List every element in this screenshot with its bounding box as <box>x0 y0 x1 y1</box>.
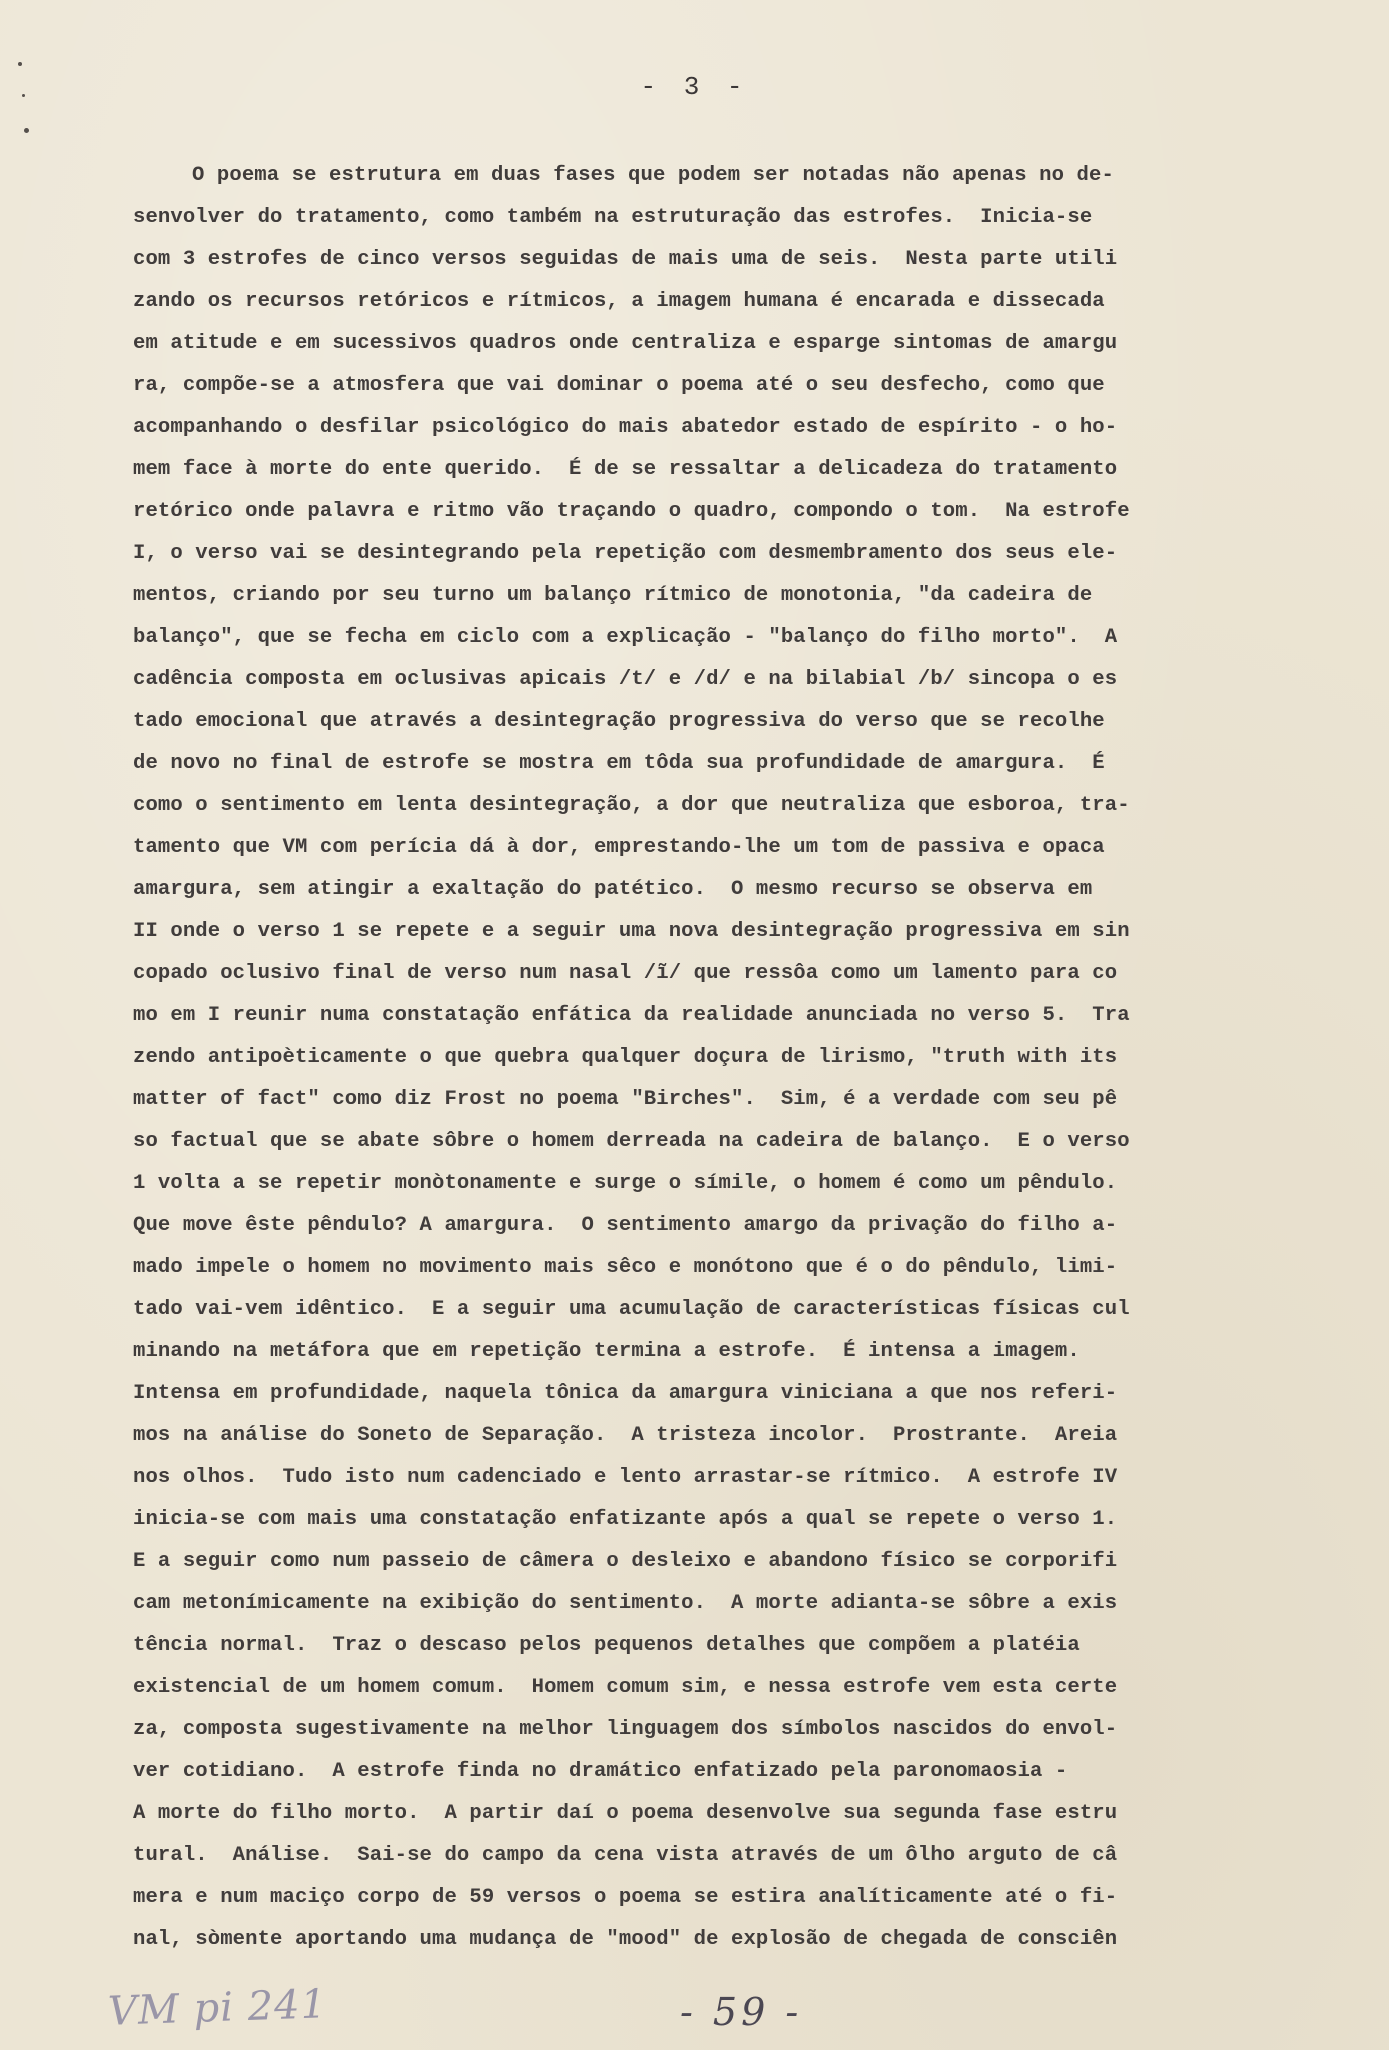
text-line: matter of fact" como diz Frost no poema "Birches". Sim, é a verdade com seu pê <box>133 1088 1118 1111</box>
text-line: E a seguir como num passeio de câmera o desleixo e abandono físico se corporifi <box>133 1550 1118 1573</box>
text-line: retórico onde palavra e ritmo vão traçando o quadro, compondo o tom. Na estrofe <box>133 500 1130 523</box>
text-line: mado impele o homem no movimento mais sêco e monótono que é o do pêndulo, limi- <box>133 1256 1118 1279</box>
text-line: so factual que se abate sôbre o homem derreada na cadeira de balanço. E o verso <box>133 1130 1130 1153</box>
text-line: Intensa em profundidade, naquela tônica da amargura viniciana a que nos referi- <box>133 1382 1118 1405</box>
text-line: nal, sòmente aportando uma mudança de "mood" de explosão de chegada de consciên <box>133 1928 1118 1951</box>
text-line: existencial de um homem comum. Homem comum sim, e nessa estrofe vem esta certe <box>133 1676 1118 1699</box>
text-line: II onde o verso 1 se repete e a seguir uma nova desintegração progressiva em sin <box>133 920 1130 943</box>
text-line: minando na metáfora que em repetição termina a estrofe. É intensa a imagem. <box>133 1340 1080 1363</box>
text-line: zando os recursos retóricos e rítmicos, a imagem humana é encarada e dissecada <box>133 290 1105 313</box>
margin-speck <box>24 128 29 133</box>
text-line: tado vai-vem idêntico. E a seguir uma acumulação de características físicas cul <box>133 1298 1130 1321</box>
text-line: em atitude e em sucessivos quadros onde centraliza e esparge sintomas de amargu <box>133 332 1118 355</box>
handwritten-archive-note: VM pi 241 <box>107 1981 328 2035</box>
text-line: tamento que VM com perícia dá à dor, emprestando-lhe um tom de passiva e opaca <box>133 836 1105 859</box>
text-line: com 3 estrofes de cinco versos seguidas de mais uma de seis. Nesta parte utili <box>133 248 1118 271</box>
text-line: tência normal. Traz o descaso pelos pequenos detalhes que compõem a platéia <box>133 1634 1080 1657</box>
text-line: como o sentimento em lenta desintegração, a dor que neutraliza que esboroa, tra- <box>133 794 1130 817</box>
text-line: mem face à morte do ente querido. É de se ressaltar a delicadeza do tratamento <box>133 458 1118 481</box>
text-line: tural. Análise. Sai-se do campo da cena vista através de um ôlho arguto de câ <box>133 1844 1118 1867</box>
margin-speck <box>18 62 22 66</box>
text-line: copado oclusivo final de verso num nasal /ĩ/ que ressôa como um lamento para co <box>133 962 1118 985</box>
text-line: acompanhando o desfilar psicológico do mais abatedor estado de espírito - o ho- <box>133 416 1118 439</box>
text-line: nos olhos. Tudo isto num cadenciado e lento arrastar-se rítmico. A estrofe IV <box>133 1466 1118 1489</box>
text-line: mo em I reunir numa constatação enfática da realidade anunciada no verso 5. Tra <box>133 1004 1130 1027</box>
text-line: senvolver do tratamento, como também na estruturação das estrofes. Inicia-se <box>133 206 1093 229</box>
text-line: balanço", que se fecha em ciclo com a explicação - "balanço do filho morto". A <box>133 626 1118 649</box>
page-number: - 3 - <box>640 72 749 102</box>
text-line: amargura, sem atingir a exaltação do patético. O mesmo recurso se observa em <box>133 878 1093 901</box>
text-line: mera e num maciço corpo de 59 versos o poema se estira analíticamente até o fi- <box>133 1886 1118 1909</box>
text-line: Que move êste pêndulo? A amargura. O sentimento amargo da privação do filho a- <box>133 1214 1118 1237</box>
text-line: mentos, criando por seu turno um balanço rítmico de monotonia, "da cadeira de <box>133 584 1093 607</box>
text-line: O poema se estrutura em duas fases que podem ser notadas não apenas no de- <box>192 164 1114 187</box>
footer-page-number: - 59 - <box>680 1990 803 2034</box>
text-line: za, composta sugestivamente na melhor linguagem dos símbolos nascidos do envol- <box>133 1718 1118 1741</box>
text-line: de novo no final de estrofe se mostra em tôda sua profundidade de amargura. É <box>133 752 1105 775</box>
text-line: cam metonímicamente na exibição do sentimento. A morte adianta-se sôbre a exis <box>133 1592 1118 1615</box>
text-line: inicia-se com mais uma constatação enfatizante após a qual se repete o verso 1. <box>133 1508 1118 1531</box>
text-line: I, o verso vai se desintegrando pela repetição com desmembramento dos seus ele- <box>133 542 1118 565</box>
text-line: 1 volta a se repetir monòtonamente e surge o símile, o homem é como um pêndulo. <box>133 1172 1118 1195</box>
text-line: ra, compõe-se a atmosfera que vai dominar o poema até o seu desfecho, como que <box>133 374 1105 397</box>
text-line: tado emocional que através a desintegração progressiva do verso que se recolhe <box>133 710 1105 733</box>
text-line: ver cotidiano. A estrofe finda no dramático enfatizado pela paronomaosia - <box>133 1760 1068 1783</box>
text-line: cadência composta em oclusivas apicais /t/ e /d/ e na bilabial /b/ sincopa o es <box>133 668 1118 691</box>
text-line: A morte do filho morto. A partir daí o poema desenvolve sua segunda fase estru <box>133 1802 1118 1825</box>
body-text <box>133 155 1293 1961</box>
text-line: zendo antipoèticamente o que quebra qualquer doçura de lirismo, "truth with its <box>133 1046 1118 1069</box>
text-line: mos na análise do Soneto de Separação. A tristeza incolor. Prostrante. Areia <box>133 1424 1118 1447</box>
